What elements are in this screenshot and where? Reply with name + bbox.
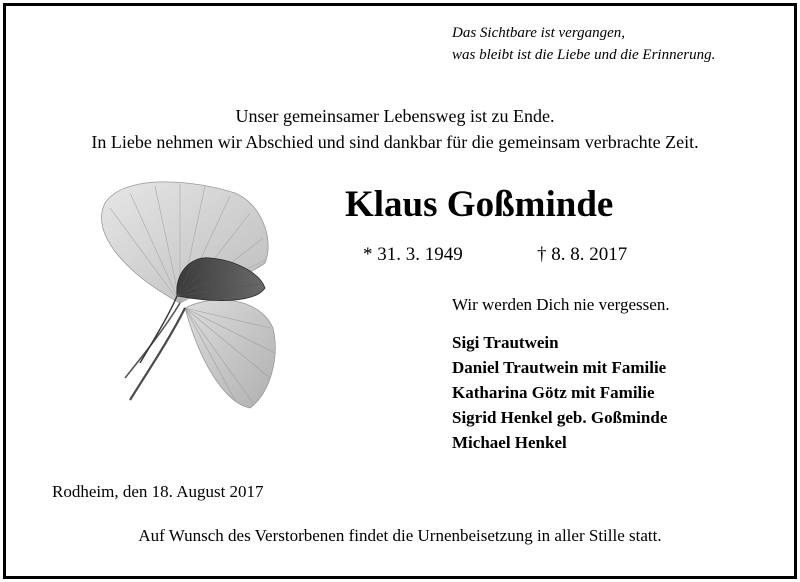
signer-item: Sigi Trautwein <box>452 333 559 352</box>
death-date: † 8. 8. 2017 <box>537 244 628 265</box>
closing-notice: Auf Wunsch des Verstorbenen findet die Urnenbeisetzung in aller Stille statt. <box>138 526 662 545</box>
birth-date: * 31. 3. 1949 <box>363 244 463 265</box>
signer-item: Sigrid Henkel geb. Goßminde <box>452 408 668 427</box>
epigraph-quote <box>452 22 715 66</box>
ginkgo-leaf-illustration <box>85 178 280 413</box>
intro-text <box>0 103 790 155</box>
signer-item: Daniel Trautwein mit Familie <box>452 358 667 377</box>
signer-item: Michael Henkel <box>452 433 567 452</box>
quote-line-1: Das Sichtbare ist vergangen, <box>452 25 626 41</box>
farewell-line: Wir werden Dich nie vergessen. <box>452 295 670 314</box>
signer-item: Katharina Götz mit Familie <box>452 383 655 402</box>
intro-line-1: Unser gemeinsamer Lebensweg ist zu Ende. <box>235 106 555 126</box>
signers-list <box>452 330 667 455</box>
intro-line-2: In Liebe nehmen wir Abschied und sind dankbar für die gemeinsam verbrachte Zeit. <box>91 132 699 152</box>
deceased-name: Klaus Goßminde <box>345 184 614 225</box>
place-and-date: Rodheim, den 18. August 2017 <box>52 482 264 501</box>
quote-line-2: was bleibt ist die Liebe und die Erinnerung. <box>452 47 716 63</box>
